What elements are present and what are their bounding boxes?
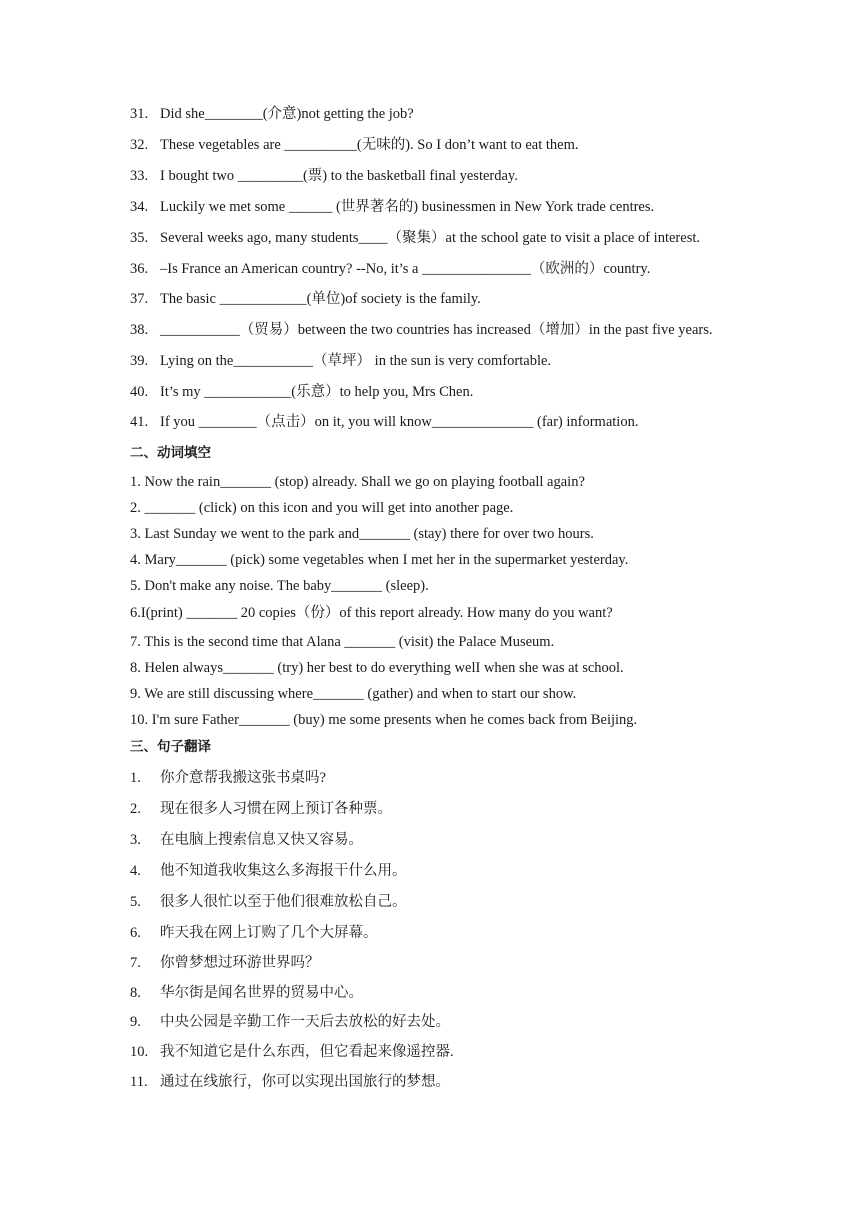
question-text: 中央公园是辛勤工作一天后去放松的好去处。: [160, 1014, 450, 1030]
question-number: 10.: [130, 1044, 149, 1060]
question-text: If you ________（点击）on it, you will know______________ (far) information.: [160, 414, 639, 430]
question-number: 32.: [130, 137, 149, 153]
verb-question-10: 10. I'm sure Father_______ (buy) me some presents when he comes back from Beijing.: [130, 712, 638, 728]
question-number: 31.: [130, 106, 149, 122]
question-text: It’s my ____________(乐意）to help you, Mrs Chen.: [160, 384, 474, 400]
question-number: 40.: [130, 384, 149, 400]
verb-question-3: 3. Last Sunday we went to the park and_______ (stay) there for over two hours.: [130, 526, 594, 542]
question-text: ___________（贸易）between the two countries has increased（增加）in the past five years.: [160, 322, 713, 338]
question-number: 9.: [130, 1014, 141, 1030]
question-number: 38.: [130, 322, 149, 338]
question-text: Lying on the___________（草坪） in the sun is very comfortable.: [160, 353, 552, 369]
question-text: 通过在线旅行，你可以实现出国旅行的梦想。: [160, 1074, 450, 1090]
question-number: 8.: [130, 985, 141, 1001]
question-number: 37.: [130, 291, 149, 307]
question-text: 华尔街是闻名世界的贸易中心。: [160, 985, 363, 1001]
section-heading-verb-fill: 二、动词填空: [130, 445, 211, 461]
verb-question-1: 1. Now the rain_______ (stop) already. Shall we go on playing football again?: [130, 474, 585, 490]
question-number: 1.: [130, 770, 141, 786]
question-text: 你介意帮我搬这张书桌吗?: [160, 770, 326, 786]
question-text: 昨天我在网上订购了几个大屏幕。: [160, 925, 378, 941]
verb-question-5: 5. Don't make any noise. The baby_______ (sleep).: [130, 578, 429, 594]
verb-question-2: 2. _______ (click) on this icon and you will get into another page.: [130, 500, 514, 516]
question-number: 34.: [130, 199, 149, 215]
question-number: 3.: [130, 832, 141, 848]
question-number: 4.: [130, 863, 141, 879]
section-heading-translation: 三、句子翻译: [130, 739, 211, 755]
question-number: 36.: [130, 261, 149, 277]
question-text: –Is France an American country? --No, it’s a _______________（欧洲的）country.: [160, 261, 651, 277]
question-text: 你曾梦想过环游世界吗？: [160, 955, 320, 971]
question-number: 35.: [130, 230, 149, 246]
verb-question-8: 8. Helen always_______ (try) her best to do everything welI when she was at school.: [130, 660, 624, 676]
verb-question-9: 9. We are still discussing where_______ (gather) and when to start our show.: [130, 686, 577, 702]
verb-question-7: 7. This is the second time that Alana _______ (visit) the Palace Museum.: [130, 634, 555, 650]
question-text: 我不知道它是什么东西，但它看起来像遥控器.: [160, 1044, 454, 1060]
verb-question-6: 6.I(print) _______ 20 copies（份）of this report already. How many do you want?: [130, 605, 613, 621]
question-number: 7.: [130, 955, 141, 971]
question-number: 39.: [130, 353, 149, 369]
question-number: 33.: [130, 168, 149, 184]
question-number: 2.: [130, 801, 141, 817]
question-text: 现在很多人习惯在网上预订各种票。: [160, 801, 392, 817]
question-text: 他不知道我收集这么多海报干什么用。: [160, 863, 407, 879]
question-number: 5.: [130, 894, 141, 910]
question-number: 6.: [130, 925, 141, 941]
question-text: Luckily we met some ______ (世界著名的) businessmen in New York trade centres.: [160, 199, 655, 215]
question-text: 在电脑上搜索信息又快又容易。: [160, 832, 363, 848]
question-text: I bought two _________(票) to the basketball final yesterday.: [160, 168, 518, 184]
question-text: 很多人很忙以至于他们很难放松自己。: [160, 894, 407, 910]
question-text: The basic ____________(单位)of society is the family.: [160, 291, 481, 307]
verb-question-4: 4. Mary_______ (pick) some vegetables when I met her in the supermarket yesterday.: [130, 552, 629, 568]
question-text: Did she________(介意)not getting the job?: [160, 106, 414, 122]
question-number: 41.: [130, 414, 149, 430]
question-text: These vegetables are __________(无味的). So I don’t want to eat them.: [160, 137, 579, 153]
question-text: Several weeks ago, many students____（聚集）at the school gate to visit a place of interest.: [160, 230, 700, 246]
question-number: 11.: [130, 1074, 148, 1090]
